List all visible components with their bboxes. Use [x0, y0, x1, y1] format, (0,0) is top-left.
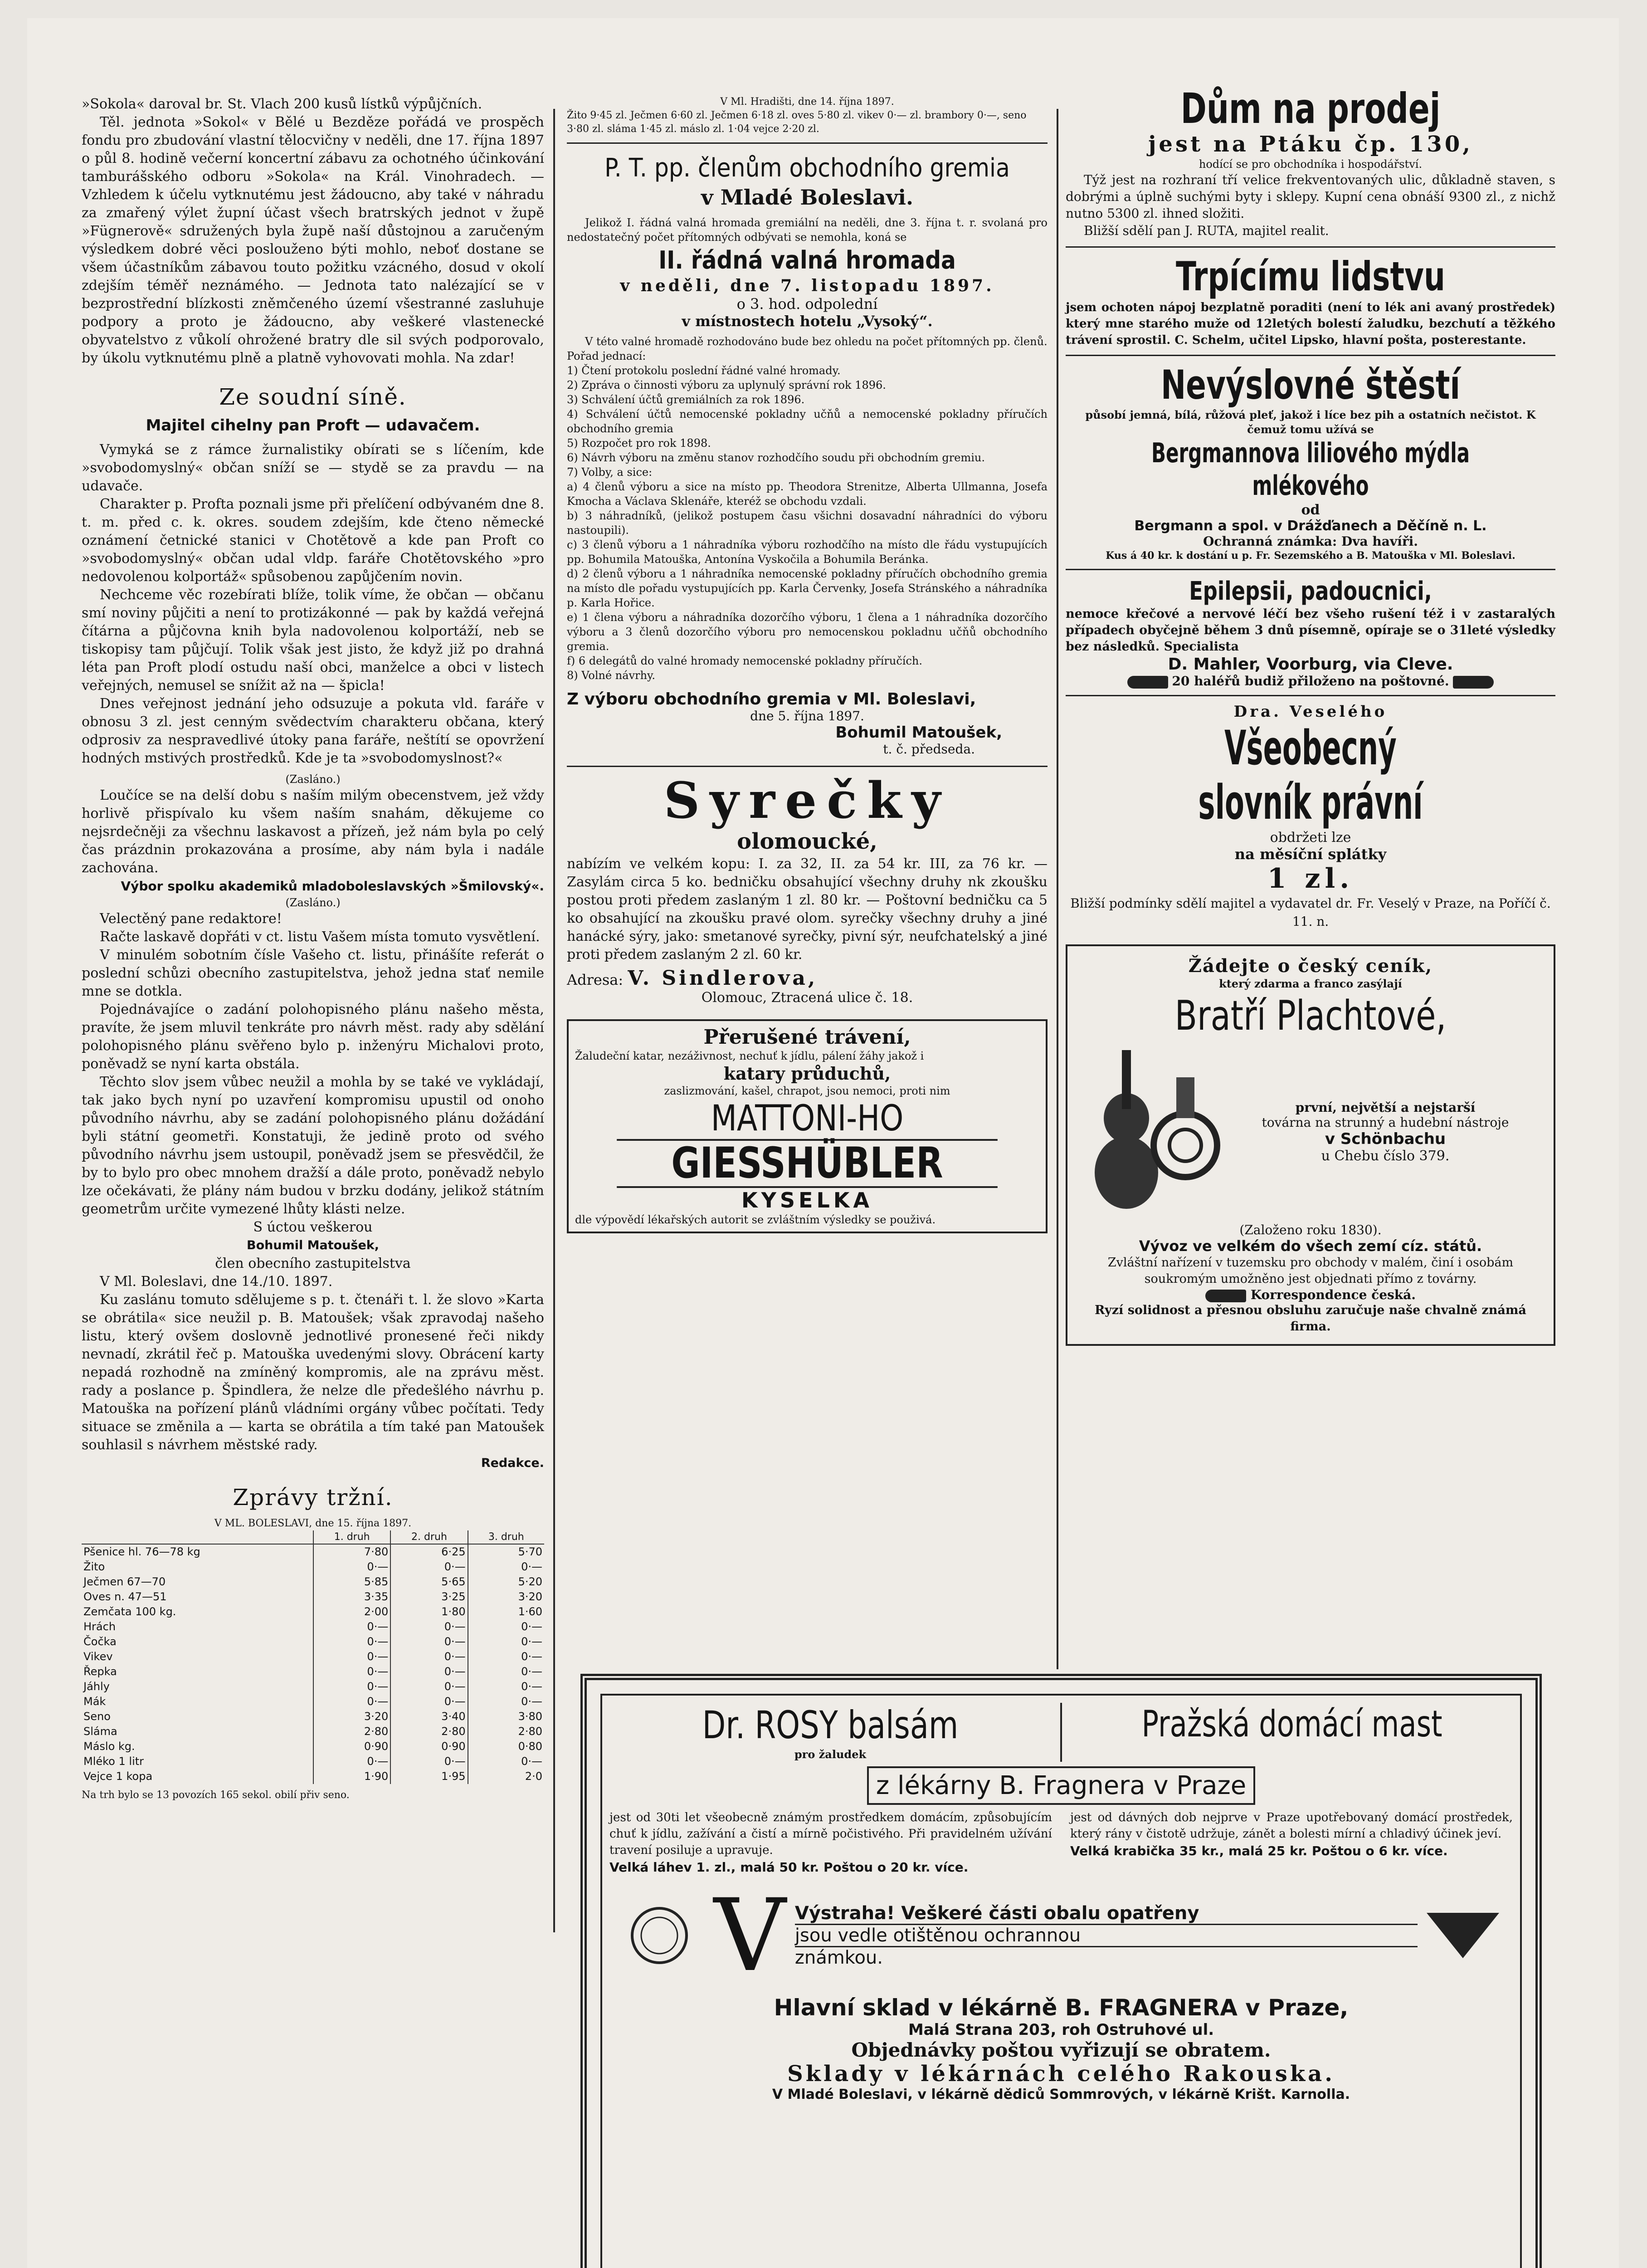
plachta-l2: továrna na strunný a hudební nástroje: [1262, 1114, 1509, 1130]
mattoni-brand-1: MATTONI-HO: [711, 1098, 904, 1139]
market-cell: Hrách: [83, 1620, 116, 1633]
article-paragraph: Dnes veřejnost jednání jeho odsuzuje a pokuta vld. faráře v obnosu 3 zl. jest cenným svědectvím charakteru občana, který odprosiv za nespravedlivé útoky pana faráře, neštítí se opovržení hodných mstivých prostředků. Kde je ta »svobodomyslnost?«: [82, 696, 544, 766]
section-heading-zpravy: Zprávy tržní.: [233, 1484, 393, 1510]
market-row: [82, 1544, 544, 1559]
market-cell: 0·—: [313, 1754, 390, 1769]
gremium-from: Z výboru obchodního gremia v Ml. Boleslavi,: [567, 690, 976, 709]
zaslano-salutation: Velectěný pane redaktore!: [100, 911, 282, 927]
divider: [1066, 695, 1555, 696]
fragner-framed-ad: [580, 1674, 1542, 2268]
signature-date: V Ml. Boleslavi, dne 14./10. 1897.: [100, 1274, 333, 1290]
article-heading-majitel: Majitel cihelny pan Proft — udavačem.: [146, 416, 480, 435]
mattoni-title: Přerušené trávení,: [703, 1026, 911, 1049]
market-cell: 5·20: [468, 1574, 544, 1589]
market-col-header: 1. druh: [313, 1530, 390, 1544]
plachta-l4: u Chebu číslo 379.: [1321, 1148, 1450, 1164]
editor-signature: Redakce.: [481, 1456, 544, 1470]
market-cell: 0·—: [313, 1634, 390, 1649]
program-item: a) 4 členů výboru a sice na místo pp. Theodora Strenitze, Alberta Ullmanna, Josefa Kmocha a Václava Sklenáře, kteréž se obchodu vzdali.: [567, 480, 1048, 508]
syrecky-address-name: V. Sindlerova,: [628, 967, 818, 990]
sklady: Sklady v lékárnách celého Rakouska.: [787, 2061, 1335, 2087]
market-row: [82, 1769, 544, 1784]
market-cell: 1·95: [390, 1769, 468, 1784]
syrecky-title: Syrečky: [663, 771, 951, 830]
market-cell: Vejce 1 kopa: [83, 1770, 153, 1783]
market-row: [82, 1724, 544, 1739]
program-item: 6) Návrh výboru na změnu stanov rozhodčího soudu při obchodním gremiu.: [567, 451, 985, 464]
market-cell: Vikev: [83, 1650, 113, 1663]
market-row: [82, 1664, 544, 1679]
zaslano-paragraph: Loučíce se na delší dobu s naším milým obecenstvem, jež vždy horlivě přispívalo ku všem naším snahám, děkujeme co nejsrdečněji za všechnu laskavost a přízeň, jež nám byla po celý čas prázdnin prokazována a prosíme, aby nám byla i nadále zachována.: [82, 787, 544, 876]
nev-brand: Bergmannova liliového mýdla mlékového: [1151, 437, 1470, 502]
market-cell: Žito: [83, 1560, 105, 1573]
market-row: [82, 1619, 544, 1634]
market-cell: 0·—: [313, 1664, 390, 1679]
plachta-name: Bratří Plachtové,: [1174, 992, 1447, 1040]
market-cell: Řepka: [83, 1665, 117, 1678]
newspaper-page: [27, 18, 1619, 2268]
gremium-heading-city: v Mladé Boleslavi.: [701, 185, 914, 210]
trp-title: Trpícímu lidstvu: [1176, 253, 1445, 300]
market-cell: 0·—: [468, 1634, 544, 1649]
divider: [567, 766, 1048, 767]
mattoni-text2: zaslizmování, kašel, chrapot, jsou nemoci, proti nim: [664, 1085, 950, 1097]
mattoni-bold: katary průduchů,: [723, 1063, 891, 1084]
gremium-program: [567, 363, 1048, 683]
article-paragraph: Nechceme věc rozebírati blíže, tolik víme, že občan — občanu smí noviny půjčiti a není to protizákonné — pak by každá veřejná čítárna a půjčovna knih byla nadovolenou kolportáží, neb se tiskopisy tam půjčují. Tolik však jest jisto, že když již po drahná léta pan Proft plodí ostudu naší obci, manželce a obci v listech veřejných, nemusel se snížit až na — špicla!: [82, 587, 544, 694]
lekarna-label: z lékárny B. Fragnera v Praze: [867, 1766, 1255, 1805]
article-paragraph: Vymyká se z rámce žurnalistiky obírati se s líčením, kde »svobodomyslný« občan sníží se — stydě se za pravdu — na udavače.: [82, 442, 544, 494]
epi-name: D. Mahler, Voorburg, via Cleve.: [1168, 655, 1453, 674]
market-cell: Seno: [83, 1710, 111, 1723]
dum-subtitle: jest na Ptáku čp. 130,: [1148, 132, 1473, 157]
market-row: [82, 1559, 544, 1574]
gremium-note: V této valné hromadě rozhodováno bude bez ohledu na počet přítomných pp. členů.: [585, 335, 1048, 348]
mattoni-brand-2: GIESSHÜBLER: [617, 1139, 998, 1188]
market-cell: Zemčata 100 kg.: [83, 1605, 176, 1618]
syrecky-subtitle: olomoucké,: [737, 829, 877, 854]
nev-title: Nevýslovné štěstí: [1160, 362, 1461, 408]
signature-role: člen obecního zastupitelstva: [215, 1256, 411, 1271]
dum-text: Týž jest na rozhraní tří velice frekventovaných ulic, důkladně staven, s dobrými a úplně suchými byty i sklepy. Kupní cena obnáší 9300 zl., z nichž nutno 5300 zl. ihned složiti.: [1066, 172, 1555, 221]
program-item: e) 1 člena výboru a náhradníka dozorčího výboru, 1 člena a 1 náhradníka dozorčího výboru a 3 členů dozorčího výboru pro nemocenskou pokladnu učňů obchodního gremia.: [567, 611, 1048, 653]
zaslano-label: (Zasláno.): [285, 896, 341, 909]
epi-text: nemoce křečové a nervové léčí bez všeho rušení též i v zastaralých případech obyčejně během 3 dnů písemně, opíraje se o 31leté výsledky bez následků. Specialista: [1066, 607, 1555, 654]
market-cell: 0·—: [390, 1694, 468, 1709]
pointing-hand-icon: [1453, 676, 1494, 689]
market-cell: 3·20: [468, 1589, 544, 1604]
column-3: [1066, 86, 1555, 1350]
slovnik-price: 1 zl.: [1267, 863, 1354, 894]
divider: [1066, 569, 1555, 570]
program-item: 3) Schválení účtů gremiálních za rok 1896.: [567, 393, 805, 406]
lekarna-banner: [600, 1766, 1522, 1805]
market-row: [82, 1739, 544, 1754]
dum-contact: Bližší sdělí pan J. RUTA, majitel realit.: [1084, 223, 1329, 238]
pointing-hand-icon: [1127, 676, 1168, 689]
market-cell: Sláma: [83, 1725, 117, 1738]
market-row: [82, 1589, 544, 1604]
market-cell: Ječmen 67—70: [83, 1575, 166, 1588]
program-item: 4) Schválení účtů nemocenské pokladny učňů a nemocenské pokladny příručích obchodního gremia: [567, 408, 1048, 435]
pointing-hand-icon: [1205, 1290, 1246, 1302]
plachta-l9: Ryzí solidnost a přesnou obsluhu zaručuje naše chvalně známá firma.: [1095, 1303, 1526, 1334]
market-cell: 0·—: [468, 1664, 544, 1679]
slovnik-line1: obdržeti lze: [1270, 830, 1351, 846]
market-hradiste-text: Žito 9·45 zl. Ječmen 6·60 zl. Ječmen 6·18 zl. oves 5·80 zl. vikev 0·— zl. brambory 0·—, seno 3·80 zl. sláma 1·45 zl. máslo zl. 1·04 vejce 2·20 zl.: [567, 110, 1027, 135]
market-cell: 0·—: [468, 1679, 544, 1694]
market-cell: 1·90: [313, 1769, 390, 1784]
market-cell: 0·—: [468, 1619, 544, 1634]
market-cell: 0·—: [390, 1619, 468, 1634]
gremium-time: o 3. hod. odpolední: [736, 295, 878, 313]
signature-line: S úctou veškerou: [253, 1219, 373, 1235]
market-cell: 1·80: [390, 1604, 468, 1619]
program-item: 5) Rozpočet pro rok 1898.: [567, 437, 711, 450]
epi-stamp-row: [1066, 674, 1555, 689]
gremium-title: II. řádná valná hromada: [658, 246, 956, 274]
market-row: [82, 1604, 544, 1619]
editor-note: Ku zaslánu tomuto sdělujeme s p. t. čtenáři t. l. že slovo »Karta se obrátila« sice neužil p. B. Matoušek; však zpravodaj našeho listu, který ovšem doslovně jednotlivé pronesené řeči nikdy nevnadí, zkrátil řeč p. Matouška uvedenými slovy. Obrácení karty nepadá rozhodně na zmíněný kompromis, ale na zprávu měst. rady a poslance p. Špindlera, že nelze dle předešlého návrhu p. Matouška na pořízení plánů vládními orgány vůbec počítati. Tedy situace se změnila a — karta se obrátila a tím také pan Matoušek souhlasil s návrhem městské rady.: [82, 1292, 544, 1453]
plachta-l5: (Založeno roku 1830).: [1239, 1222, 1382, 1237]
dum-title: Dům na prodej: [1180, 84, 1441, 133]
slovnik-author: Dra. Veselého: [1233, 703, 1388, 721]
market-cell: 3·80: [468, 1709, 544, 1724]
frame-text-row: [600, 1809, 1522, 1877]
market-row: [82, 1754, 544, 1769]
plachta-sub: který zdarma a franco zasýlají: [1219, 977, 1402, 990]
syrecky-address-label: Adresa:: [567, 971, 624, 988]
plachta-l8: Korrespondence česká.: [1250, 1287, 1416, 1302]
praz-price: Velká krabička 35 kr., malá 25 kr. Poštou o 6 kr. více.: [1070, 1843, 1448, 1858]
plachta-l3: v Schönbachu: [1325, 1129, 1446, 1148]
divider: [1066, 355, 1555, 356]
market-cell: 0·—: [390, 1559, 468, 1574]
market-hradiste-date: V Ml. Hradišti, dne 14. října 1897.: [720, 96, 894, 108]
rosy-body: [609, 1809, 1052, 1877]
rosy-pro: pro žaludek: [794, 1748, 867, 1761]
mattoni-footer: dle výpovědí lékařských autorit se zvláštním výsledky se použivá.: [575, 1213, 936, 1226]
plachta-l1: první, největší a nejstarší: [1295, 1100, 1476, 1115]
slovnik-title: Všeobecný slovník právní: [1198, 720, 1423, 830]
nev-text: působí jemná, bílá, růžová pleť, jakož i líce bez pih a ostatních nečistot. K čemuž tomu užívá se: [1085, 408, 1536, 436]
dum-line1: hodící se pro obchodníka i hospodářství.: [1199, 158, 1423, 171]
market-row: [82, 1694, 544, 1709]
program-item: c) 3 členů výboru a 1 náhradníka výboru rozhodčího na místo dle řádu vystupujících pp. Bohumila Matouška, Antonína Vyskočila a Bohumila Beránka.: [567, 538, 1048, 566]
program-item: f) 6 delegátů do valné hromady nemocenské pokladny příručích.: [567, 655, 922, 667]
market-cell: Mléko 1 litr: [83, 1755, 144, 1768]
market-cell: 3·40: [390, 1709, 468, 1724]
market-cell: 0·90: [313, 1739, 390, 1754]
market-cell: 7·80: [313, 1544, 390, 1559]
program-item: 1) Čtení protokolu poslední řádné valné hromady.: [567, 364, 841, 377]
vystraha-2: jsou vedle otištěnou ochrannou: [795, 1925, 1418, 1947]
nev-mark: Ochranná známka: Dva havíři.: [1203, 534, 1418, 549]
market-cell: 5·85: [313, 1574, 390, 1589]
market-cell: 6·25: [390, 1544, 468, 1559]
market-cell: 0·—: [313, 1619, 390, 1634]
program-item: d) 2 členů výboru a 1 náhradníka nemocenské pokladny příručích obchodního gremia na místo dle pořadu vystupujících pp. Karla Červenky, Josefa Stránského a náhradníka p. Karla Hořice.: [567, 567, 1048, 609]
syrecky-address: [567, 967, 1048, 990]
plachta-l8-row: [1077, 1287, 1545, 1302]
gremium-place: v místnostech hotelu „Vysoký“.: [682, 313, 933, 330]
gremium-program-label: Pořad jednací:: [567, 350, 646, 362]
market-cell: 0·—: [313, 1679, 390, 1694]
syrecky-text: nabízím ve velkém kopu: I. za 32, II. za 54 kr. III, za 76 kr. — Zasylám circa 5 ko. bedničku obsahující všechny druhy nk zkoušku postou proti předem zaslaným 1 zl. 80 kr. — Poštovní bedničku ca 5 ko obsahující na zkoušku pravé olom. syrečky všechny druhy a jiné hanácké sýry, jako: smetanové syrečky, pivní sýr, neufchatelský a jiné proti předem zaslaným 2 zl. 60 kr.: [567, 856, 1048, 963]
market-row: [82, 1649, 544, 1664]
gremium-signature-role: t. č. předseda.: [883, 742, 975, 757]
objednavky: Objednávky poštou vyřizují se obratem.: [851, 2039, 1271, 2061]
zaslano-paragraph: Račte laskavě dopřáti v ct. listu Vašem místa tomuto vysvětlení.: [100, 929, 540, 945]
nev-od: od: [1301, 502, 1320, 518]
praz-body: [1070, 1809, 1513, 1877]
notice-tel-jednota: Těl. jednota »Sokol« v Bělé u Bezděze pořádá ve prospěch fondu pro zbudování vlastní tělocvičny v neděli, dne 17. října 1897 o půl 8. hodině večerní koncertní zábavu za ochotného účinkování tamburášského odboru »Sokola« na Král. Vinohradech. — Vzhledem k účelu vytknutému jest žádoucno, aby také v náhradu za zmařený výlet župní účast všech bratrských jednot v župě »Fügnerově« sdružených byla župě naší důstojnou a zaručeným výsledkem dobré věci poslouženo býti mohlo, neboť dostane se všem účastníkům zábavou touto požitku vzácného, dosud v okolí zdejším téměř neznámého. — Jednota tato nalézající se v bezprostřední blízkosti zněmčeného území všestranné zasluhuje podpory a proto je žádoucno, aby veškeré vlastenecké obyvatelstvo z vůkolí ohrožené bratry dle sil svých podporovalo, by úkolu vytknutému plně a platně vyhovovati mohla. Na zdar!: [82, 114, 544, 366]
zaslano-paragraph: Pojednávajíce o zadání polohopisného plánu našeho města, pravíte, že jsem mluvil tenkráte pro návrh měst. rady aby sdělání polohopisného plánu svěřeno bylo p. inženýru Michalovi proto, poněvadž se nyní karta obstála.: [82, 1002, 544, 1072]
vystraha-1: Výstraha! Veškeré části obalu opatřeny: [795, 1903, 1418, 1925]
market-cell: 0·—: [390, 1754, 468, 1769]
praz-column: [1062, 1703, 1522, 1762]
plachta-l6: Vývoz ve velkém do všech zemí cíz. států.: [1139, 1237, 1482, 1255]
market-row: [82, 1574, 544, 1589]
zaslano-paragraph: V minulém sobotním čísle Vašeho ct. listu, přinášíte referát o poslední schůzi obecního zastupitelstva, jehož jedna stať nemile mne se dotkla.: [82, 947, 544, 999]
epi-stamp: 20 haléřů budiž přiloženo na poštovné.: [1172, 674, 1449, 689]
notice-sokol: »Sokola« daroval br. St. Vlach 200 kusů lístků výpůjčních.: [82, 96, 482, 112]
market-cell: 0·—: [390, 1649, 468, 1664]
plachta-info: [1226, 1100, 1545, 1164]
market-cell: 0·—: [468, 1559, 544, 1574]
zaslano-paragraph: Těchto slov jsem vůbec neužil a mohla by se také ve vykládají, tak jako bych nyní po uzavření kompromisu upustil od onoho původního návrhu, aby se zadání polohopisného plánu dožádání byli státní geometři. Konstatuji, že jedině proto od svého původního návrhu jsem ustoupil, poněvadž jsem se přesvědčil, že by to bylo pro obec mnohem dražší a dále proto, poněvadž nebylo lze očekávati, že plány nám budou v brzku dodány, jelikož státním geometrům určite vymezené lhůty klásti nelze.: [82, 1074, 544, 1217]
market-cell: 0·—: [390, 1664, 468, 1679]
market-cell: 1·60: [468, 1604, 544, 1619]
gremium-signature: Bohumil Matoušek,: [835, 723, 1002, 742]
nev-firm: Bergmann a spol. v Drážďanech a Děčíně n. L.: [1134, 518, 1487, 534]
divider: [567, 142, 1048, 144]
market-cell: 0·—: [468, 1649, 544, 1664]
gremium-intro: Jelikož I. řádná valná hromada gremiální na neděli, dne 3. října t. r. svolaná pro nedostatečný počet přítomných odbývati se nemohla, koná se: [567, 216, 1048, 244]
seal-stamp-icon: [614, 1904, 705, 1967]
market-cell: 0·—: [313, 1694, 390, 1709]
syrecky-address-city: Olomouc, Ztracená ulice č. 18.: [701, 990, 913, 1006]
market-cell: Jáhly: [83, 1680, 110, 1693]
market-cell: Mák: [83, 1695, 106, 1708]
hlavni-address: Malá Strana 203, roh Ostruhové ul.: [908, 2021, 1214, 2039]
market-cell: 3·35: [313, 1589, 390, 1604]
market-footnote: Na trh bylo se 13 povozích 165 sekol. obilí přiv seno.: [82, 1789, 350, 1801]
eagle-mark-icon: [1418, 1904, 1508, 1967]
market-row: [82, 1709, 544, 1724]
rosy-price: Velká láhev 1. zl., malá 50 kr. Poštou o 20 kr. více.: [609, 1860, 969, 1875]
market-col-header: 3. druh: [468, 1530, 544, 1544]
vystraha-text: [795, 1903, 1418, 1968]
market-cell: 5·65: [390, 1574, 468, 1589]
program-item: 8) Volné návrhy.: [567, 669, 656, 682]
market-cell: 5·70: [468, 1544, 544, 1559]
market-row: [82, 1679, 544, 1694]
market-cell: 0·—: [390, 1634, 468, 1649]
column-rule: [553, 109, 555, 1932]
market-cell: 0·—: [468, 1694, 544, 1709]
mattoni-ad: [567, 1019, 1048, 1233]
market-cell: 0·90: [390, 1739, 468, 1754]
trp-text: jsem ochoten nápoj bezplatně poraditi (není to lék ani avaný prostředek) který mne starého muže od 12letých bolestí žaludku, bezchutí a těžkého trávení sprostil. C. Schelm, učitel Lipsko, hlavní pošta, posterestante.: [1066, 301, 1555, 347]
plachta-head: Žádejte o český ceník,: [1188, 955, 1433, 977]
epi-title: Epilepsii, padoucnici,: [1189, 577, 1432, 606]
frame-top-row: [600, 1703, 1522, 1762]
column-rule: [1057, 109, 1058, 1669]
market-cell: 0·80: [468, 1739, 544, 1754]
market-cell: 0·—: [313, 1559, 390, 1574]
article-paragraph: Charakter p. Profta poznali jsme při přelíčení odbývaném dne 8. t. m. před c. k. okres. soudem zdejším, kde čteno německé oznámení četnické stanici v Chotětově a kde pan Proft co »svobodomyslný« občan udal vldp. faráře Chotětovského »pro nedovolenou kolportáž« spůsobenou zapůjčením novin.: [82, 496, 544, 585]
vystraha-row: [600, 1877, 1522, 1994]
slovnik-line2: na měsíční splátky: [1234, 846, 1387, 863]
mattoni-brand-3: KYSELKA: [741, 1188, 873, 1212]
market-cell: Máslo kg.: [83, 1740, 135, 1753]
rosy-text: jest od 30ti let všeobecně známým prostředkem domácím, způsobujícím chuť k jídlu, zažívání a čistí a mírně počistivého. Při pravidelném užívání travení posiluje a upravuje.: [609, 1811, 1052, 1857]
zaslano-label: (Zasláno.): [285, 773, 341, 786]
market-cell: Oves n. 47—51: [83, 1590, 167, 1603]
market-cell: 2·80: [313, 1724, 390, 1739]
market-cell: Čočka: [83, 1635, 117, 1648]
program-item: 7) Volby, a sice:: [567, 466, 653, 479]
market-cell: 2·00: [313, 1604, 390, 1619]
market-cell: 0·—: [468, 1754, 544, 1769]
market-cell: 2·80: [390, 1724, 468, 1739]
market-table: [82, 1530, 544, 1784]
zaslano-signature: Výbor spolku akademiků mladoboleslavských »Šmilovský«.: [121, 879, 544, 894]
market-cell: Pšenice hl. 76—78 kg: [83, 1545, 200, 1558]
divider: [1066, 246, 1555, 248]
praz-text: jest od dávných dob nejprve v Praze upotřebovaný domácí prostředek, který rány v čistotě udržuje, zánět a bolesti mírní a chladivý účinek jeví.: [1070, 1811, 1513, 1841]
hlavni-sklad: Hlavní sklad v lékárně B. FRAGNERA v Praze,: [774, 1994, 1349, 2021]
gremium-date: v neděli, dne 7. listopadu 1897.: [620, 276, 994, 295]
slovnik-text: Bližší podmínky sdělí majitel a vydavatel dr. Fr. Veselý v Praze, na Poříčí č. 11. n.: [1070, 896, 1551, 929]
gremium-from-date: dne 5. října 1897.: [750, 709, 864, 723]
nev-price: Kus á 40 kr. k dostání u p. Fr. Sezemského a B. Matouška v Ml. Boleslavi.: [1106, 550, 1515, 562]
market-cell: 0·—: [313, 1649, 390, 1664]
plachta-body: [1077, 1041, 1545, 1222]
program-item: 2) Zpráva o činnosti výboru za uplynulý správní rok 1896.: [567, 379, 886, 391]
gremium-heading: P. T. pp. členům obchodního gremia: [604, 153, 1010, 183]
praz-title: Pražská domácí mast: [1141, 1703, 1442, 1745]
mattoni-text: Žaludeční katar, nezáživnost, nechuť k jídlu, pálení žáhy jakož i: [575, 1050, 924, 1062]
rosy-column: [600, 1703, 1062, 1762]
big-v-letter-icon: V: [714, 1877, 786, 1994]
section-heading-soud: Ze soudní síně.: [219, 384, 407, 410]
rosy-title: Dr. ROSY balsám: [702, 1703, 959, 1747]
market-cell: 0·—: [390, 1679, 468, 1694]
signature-name: Bohumil Matoušek,: [247, 1238, 379, 1252]
market-cell: 3·25: [390, 1589, 468, 1604]
market-col-header: [82, 1530, 313, 1544]
column-1: [82, 95, 544, 1802]
vystraha-3: známkou.: [794, 1947, 883, 1968]
market-row: [82, 1634, 544, 1649]
column-2: [567, 95, 1048, 1238]
program-item: b) 3 náhradníků, (jelikož postupem času všichni dosavadní náhradníci do výboru nastoupili).: [567, 509, 1048, 537]
market-cell: 2·0: [468, 1769, 544, 1784]
plachta-l7: Zvláštní nařízení v tuzemsku pro obchody v malém, činí i osobám soukromým umožněno jest objednati přímo z továrny.: [1107, 1256, 1514, 1286]
plachta-ad: [1066, 944, 1555, 1346]
market-col-header: 2. druh: [390, 1530, 468, 1544]
violin-trumpet-icon: [1077, 1041, 1226, 1222]
mlada-line: V Mladé Boleslavi, v lékárně dědiců Sommrových, v lékárně Krišt. Karnolla.: [772, 2087, 1350, 2102]
market-date: V ML. BOLESLAVI, dne 15. října 1897.: [214, 1518, 412, 1529]
market-cell: 3·20: [313, 1709, 390, 1724]
market-cell: 2·80: [468, 1724, 544, 1739]
